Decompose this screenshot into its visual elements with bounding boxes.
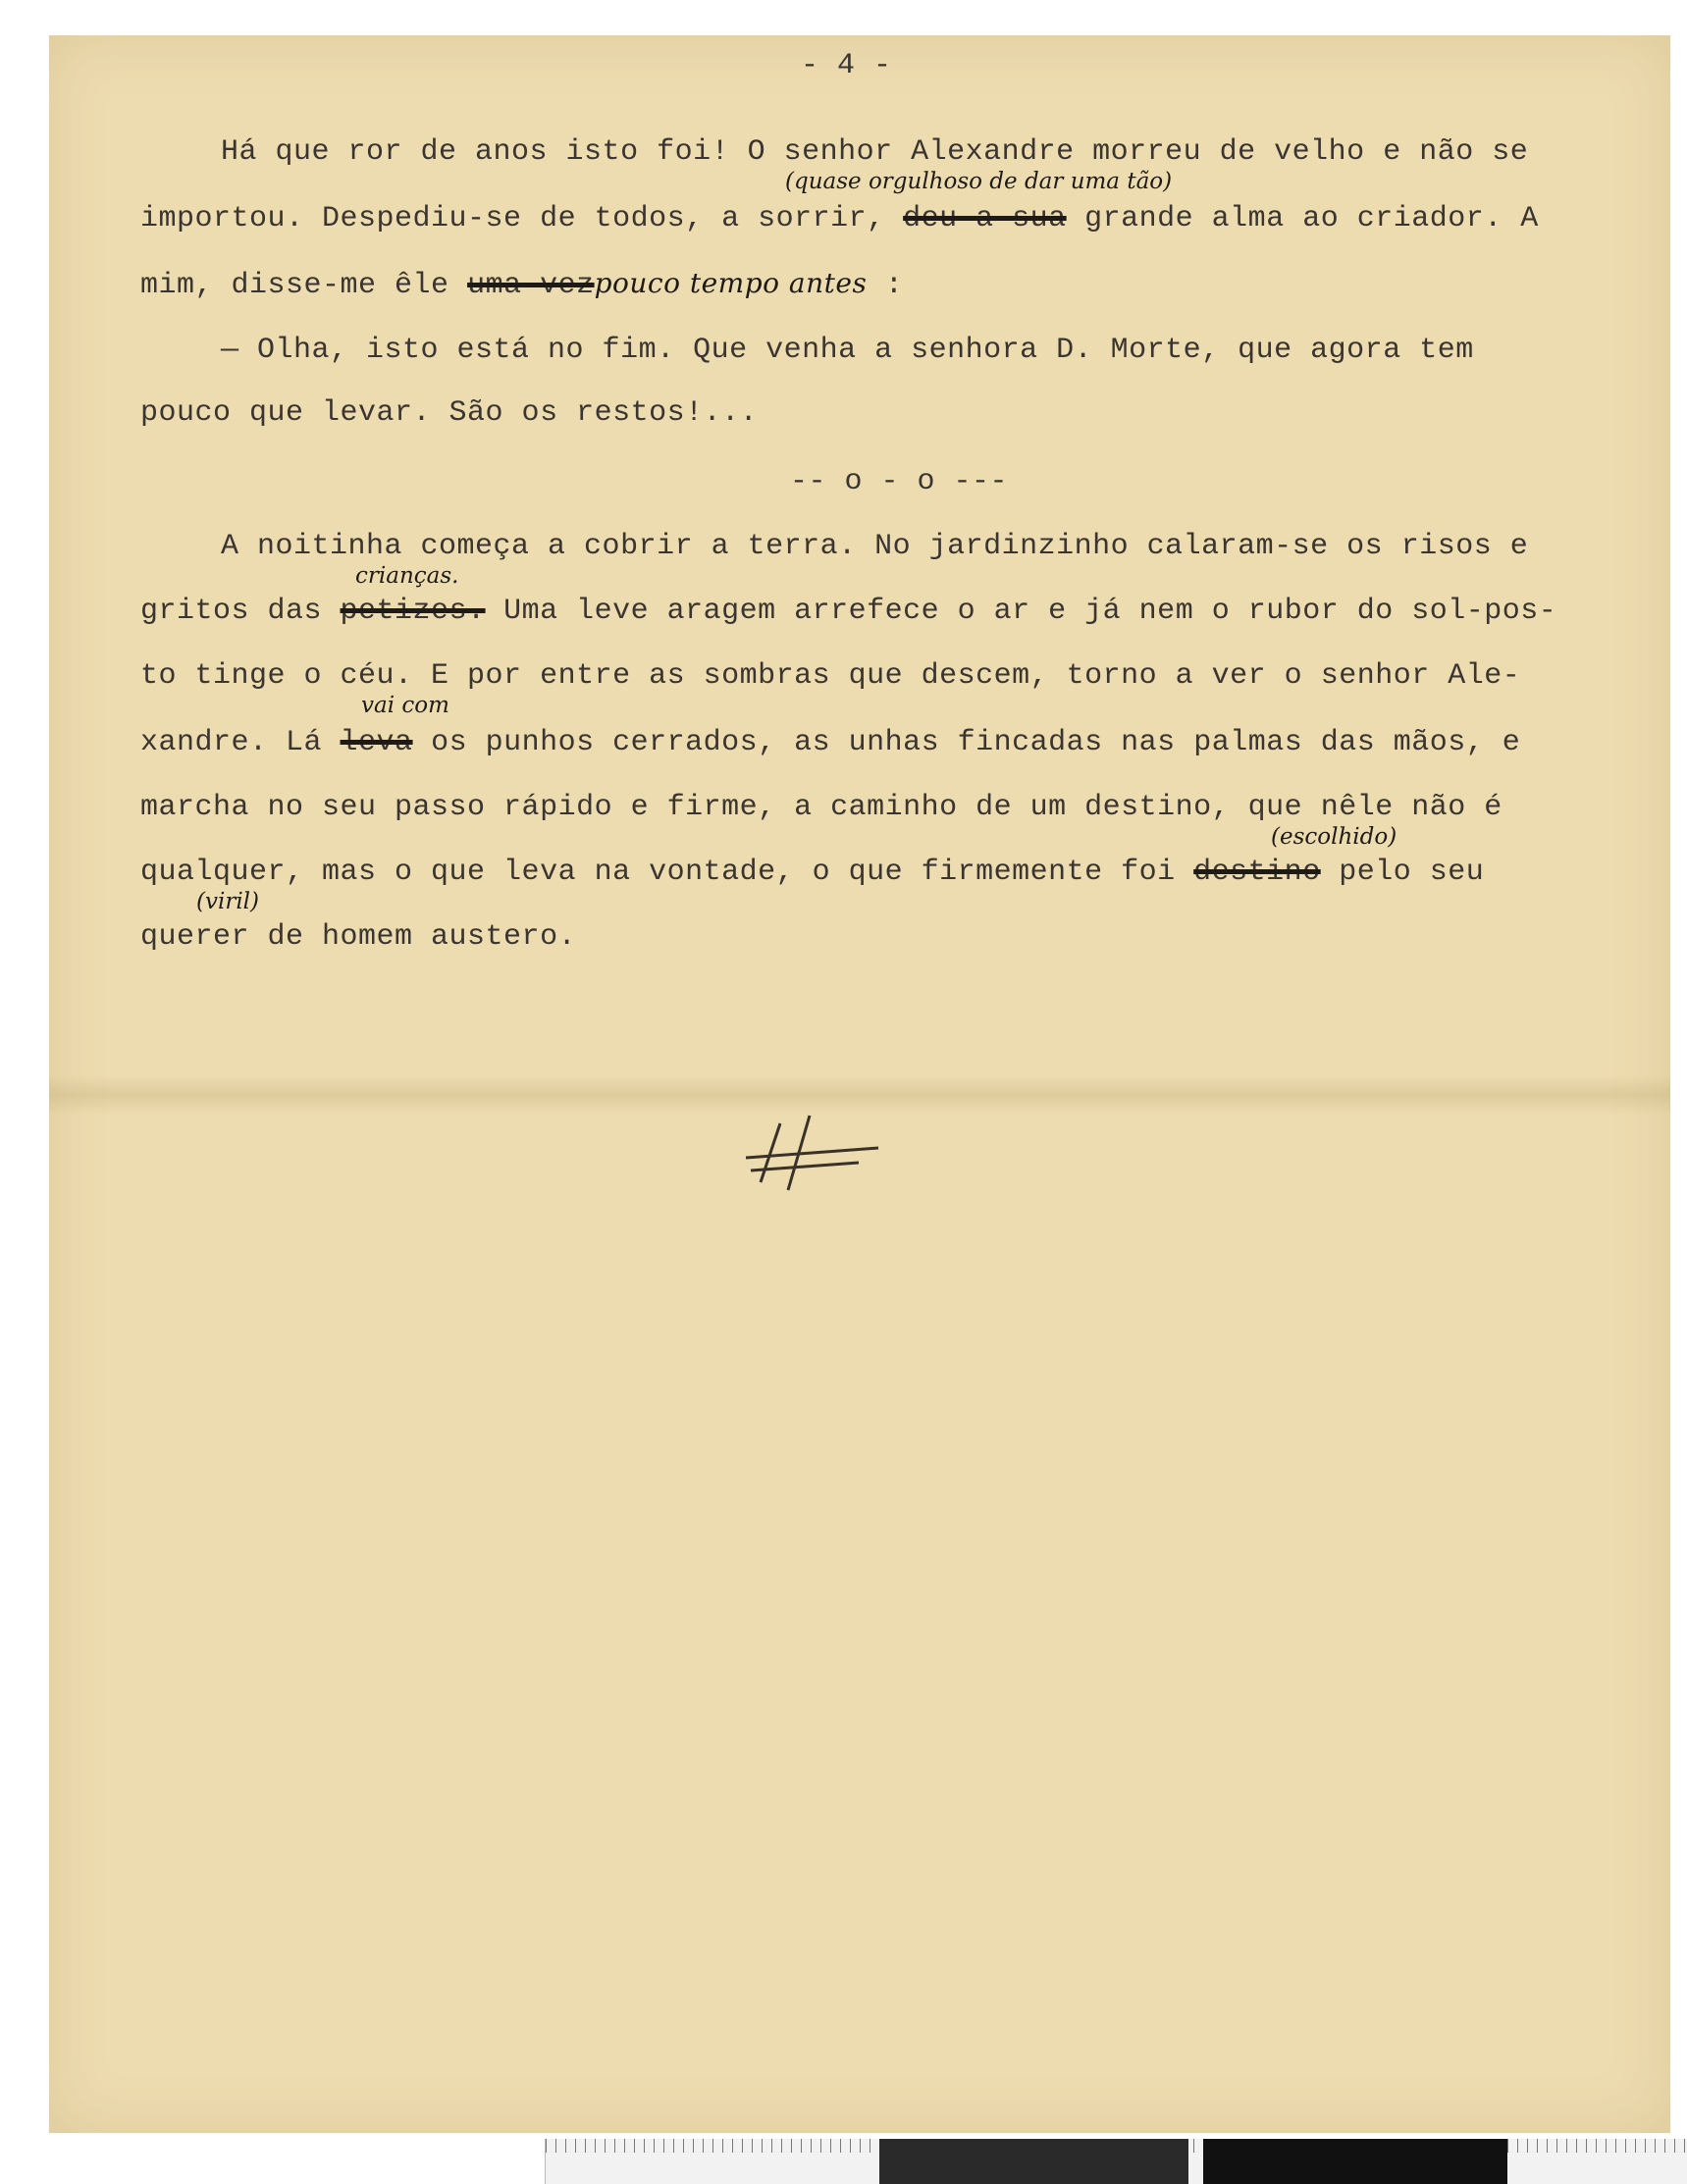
paragraph2-line1: — Olha, isto está no fim. Que venha a senhora D. Morte, que agora tem xyxy=(221,334,1474,367)
paragraph3-line1: A noitinha começa a cobrir a terra. No jardinzinho calaram-se os risos e xyxy=(221,530,1529,563)
p3-line6-end: pelo seu xyxy=(1320,856,1485,889)
paragraph3-line3: to tinge o céu. E por entre as sombras que descem, torno a ver o senhor Ale- xyxy=(140,659,1521,693)
p1-line3-end: : xyxy=(867,269,904,302)
color-scale-bar xyxy=(545,2139,1687,2184)
handwritten-viril: (viril) xyxy=(196,889,260,914)
p3-line6-start: qualquer, mas o que leva na vontade, o que firmemente foi xyxy=(140,856,1194,889)
handwritten-pouco-tempo: pouco tempo antes xyxy=(594,267,868,299)
handwritten-insert-orgulhoso: (quase orgulhoso de dar uma tão) xyxy=(785,169,1173,194)
signature-stroke-1 xyxy=(761,1123,780,1182)
p3-line6-struck: destino xyxy=(1193,856,1321,889)
paper-fold xyxy=(49,1075,1670,1115)
section-separator: -- o - o --- xyxy=(790,465,1009,498)
paragraph2-line2: pouco que levar. São os restos!... xyxy=(140,396,759,430)
handwritten-vai-com: vai com xyxy=(361,693,449,718)
p3-line2-start: gritos das xyxy=(140,595,341,628)
page-number: - 4 - xyxy=(801,49,892,82)
p3-line4-struck: leva xyxy=(340,726,413,759)
p1-line2-struck: deu a sua xyxy=(903,202,1067,235)
p3-line4-start: xandre. Lá xyxy=(140,726,341,759)
paragraph3-line6 xyxy=(140,856,1484,889)
signature-mark xyxy=(741,1114,888,1192)
p1-line2-start: importou. Despediu-se de todos, a sorrir, xyxy=(140,202,904,235)
paragraph3-line2 xyxy=(140,595,1556,628)
paragraph1-line2 xyxy=(140,202,1539,235)
handwritten-criancas: crianças. xyxy=(355,563,459,589)
scale-black-block xyxy=(1203,2139,1507,2184)
handwritten-escolhido: (escolhido) xyxy=(1271,824,1397,850)
p1-line3-start: mim, disse-me êle xyxy=(140,269,468,302)
paragraph1-line3 xyxy=(140,267,903,302)
scale-dark-block xyxy=(879,2139,1188,2184)
p3-line2-end: Uma leve aragem arrefece o ar e já nem o rubor do sol-pos- xyxy=(485,595,1557,628)
p3-line4-end: os punhos cerrados, as unhas fincadas nas palmas das mãos, e xyxy=(412,726,1521,759)
paragraph3-line7: querer de homem austero. xyxy=(140,920,577,954)
signature-stroke-3 xyxy=(746,1148,878,1158)
paragraph3-line5: marcha no seu passo rápido e firme, a caminho de um destino, que nêle não é xyxy=(140,791,1502,824)
p3-line2-struck: petizes. xyxy=(340,595,486,628)
paragraph3-line4 xyxy=(140,726,1520,759)
p1-line2-end: grande alma ao criador. A xyxy=(1066,202,1539,235)
paragraph1-line1: Há que ror de anos isto foi! O senhor Alexandre morreu de velho e não se xyxy=(221,135,1529,169)
p1-line3-struck: uma vez xyxy=(467,269,595,302)
